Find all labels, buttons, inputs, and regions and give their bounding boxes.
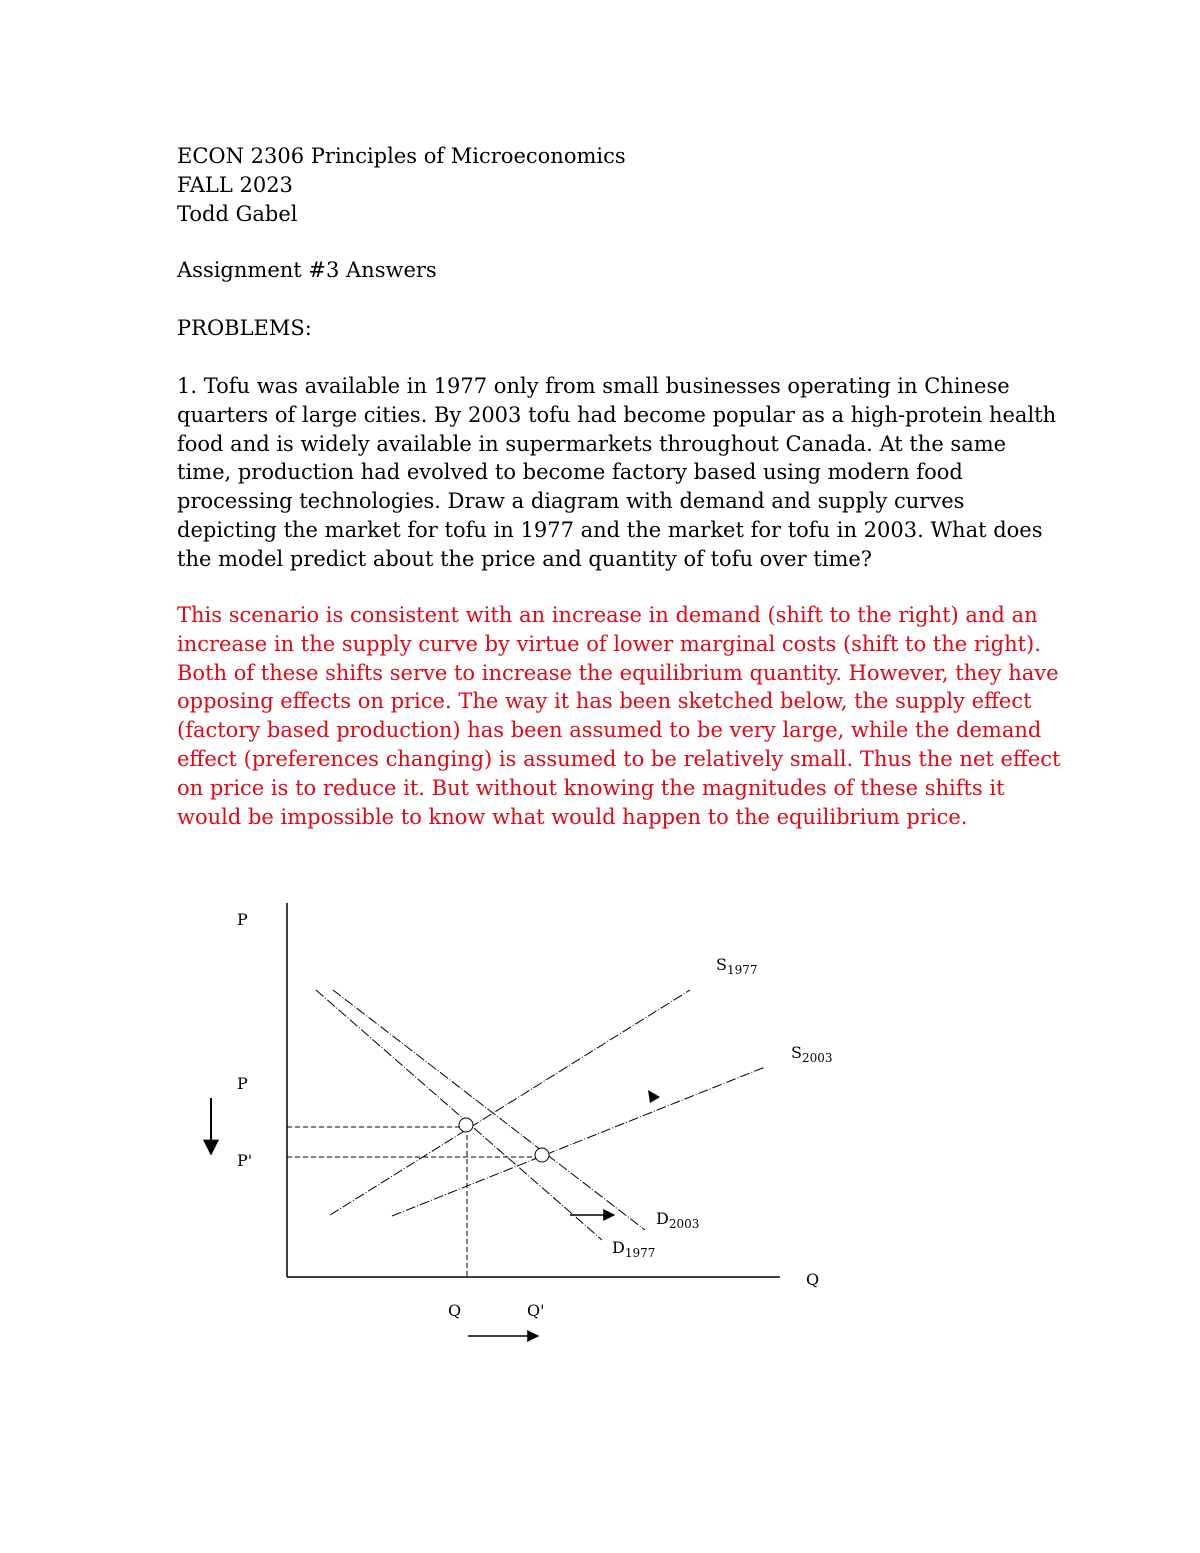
term: FALL 2023 (177, 172, 293, 197)
problems-heading: PROBLEMS: (177, 316, 312, 340)
price-new-label: P' (237, 1151, 253, 1170)
supply-2003-label: $S_{2003}$ (791, 1043, 833, 1065)
answer-line: on price is to reduce it. But without knowing the magnitudes of these shifts it (177, 775, 1005, 800)
demand-2003-curve (333, 990, 645, 1230)
quantity-new-label: Q' (527, 1301, 545, 1320)
supply-shift-arrowhead (648, 1090, 660, 1103)
equilibrium-2003-point (535, 1148, 549, 1162)
answer-line: (factory based production) has been assumed to be very large, while the demand (177, 718, 1042, 743)
demand-1977-curve (316, 990, 602, 1240)
course-title: ECON 2306 Principles of Microeconomics (177, 144, 626, 168)
answer-line: This scenario is consistent with an increase in demand (shift to the right) and an (177, 603, 1038, 627)
answer-line: effect (preferences changing) is assumed to be relatively small. Thus the net effect (177, 746, 1061, 771)
answer-1 (177, 601, 1061, 831)
supply-1977-curve (330, 990, 690, 1215)
x-axis-label: Q (806, 1270, 820, 1289)
supply-1977-label: $S_{1977}$ (716, 955, 758, 977)
equilibrium-1977-point (459, 1118, 473, 1132)
quantity-old-label: Q (448, 1301, 462, 1320)
demand-2003-label: $D_{2003}$ (656, 1209, 700, 1231)
question-line: 1. Tofu was available in 1977 only from small businesses operating in Chinese (177, 374, 1010, 398)
demand-1977-label: $D_{1977}$ (612, 1238, 656, 1260)
price-old-label: P (237, 1074, 248, 1093)
answer-line: opposing effects on price. The way it has been sketched below, the supply effect (177, 689, 1032, 714)
question-line: time, production had evolved to become factory based using modern food (177, 460, 963, 485)
answer-line: would be impossible to know what would happen to the equilibrium price. (177, 804, 968, 829)
answer-line: increase in the supply curve by virtue of lower marginal costs (shift to the right). (177, 631, 1041, 656)
question-line: processing technologies. Draw a diagram with demand and supply curves (177, 489, 965, 514)
supply-demand-diagram (190, 895, 850, 1365)
y-axis-label: P (237, 910, 248, 929)
document-header (177, 142, 1037, 228)
answer-line: Both of these shifts serve to increase the equilibrium quantity. However, they have (177, 660, 1059, 685)
question-line: depicting the market for tofu in 1977 and the market for tofu in 2003. What does (177, 517, 1043, 542)
assignment-title: Assignment #3 Answers (177, 258, 437, 282)
question-line: the model predict about the price and quantity of tofu over time? (177, 546, 873, 571)
instructor-name: Todd Gabel (177, 201, 298, 226)
question-line: quarters of large cities. By 2003 tofu had become popular as a high-protein health (177, 402, 1057, 427)
question-1 (177, 372, 1057, 574)
question-line: food and is widely available in supermarkets throughout Canada. At the same (177, 431, 1007, 456)
